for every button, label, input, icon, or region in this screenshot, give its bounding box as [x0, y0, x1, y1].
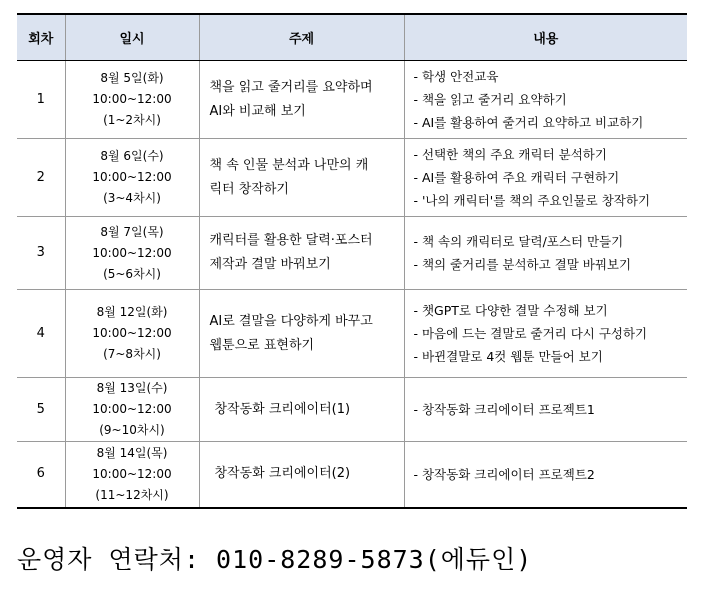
session-date: 8월 6일(수) [100, 149, 164, 163]
topic-line: 책 속 인물 분석과 나만의 캐 [209, 157, 369, 173]
session-number: 6 [17, 442, 65, 508]
session-topic [199, 442, 404, 508]
session-content [404, 139, 687, 217]
content-item: - 마음에 드는 결말로 줄거리 다시 구성하기 [413, 326, 648, 341]
session-date: 8월 5일(화) [100, 71, 164, 85]
session-date: 8월 12일(화) [96, 305, 168, 319]
table-header-row [17, 14, 687, 61]
header-content: 내용 [404, 14, 687, 61]
session-time: 10:00~12:00 [92, 92, 172, 106]
table-row [17, 139, 687, 217]
content-item: - 챗GPT로 다양한 결말 수정해 보기 [413, 303, 608, 318]
session-datetime [65, 61, 199, 139]
topic-line: 창작동화 크리에이터(2) [214, 466, 351, 482]
session-topic [199, 61, 404, 139]
session-number: 4 [17, 290, 65, 378]
table-row [17, 442, 687, 508]
content-item: - 학생 안전교육 [413, 69, 499, 84]
session-content [404, 61, 687, 139]
content-item: - AI를 활용하여 주요 캐릭터 구현하기 [413, 170, 620, 185]
content-item: - 바뀐결말로 4컷 웹툰 만들어 보기 [413, 349, 603, 364]
content-item: - 창작동화 크리에이터 프로젝트2 [413, 466, 595, 482]
table-row [17, 217, 687, 290]
table-row [17, 378, 687, 442]
session-time: 10:00~12:00 [92, 402, 172, 416]
session-time: 10:00~12:00 [92, 245, 172, 260]
topic-line: 웹툰으로 표현하기 [209, 337, 315, 353]
session-date: 8월 7일(목) [100, 224, 164, 239]
session-datetime [65, 217, 199, 290]
session-periods: (1~2차시) [103, 113, 161, 127]
session-time: 10:00~12:00 [92, 326, 172, 340]
session-periods: (5~6차시) [103, 266, 161, 281]
session-time: 10:00~12:00 [92, 466, 172, 481]
content-item: - 책 속의 캐릭터로 달력/포스터 만들기 [413, 234, 624, 249]
topic-line: 릭터 창작하기 [209, 181, 289, 197]
table-row [17, 290, 687, 378]
schedule-table [17, 13, 687, 509]
session-number: 5 [17, 378, 65, 442]
session-number: 2 [17, 139, 65, 217]
content-item: - 창작동화 크리에이터 프로젝트1 [413, 402, 595, 417]
content-item: - 선택한 책의 주요 캐릭터 분석하기 [413, 147, 607, 162]
table-row [17, 61, 687, 139]
content-item: - '나의 캐릭터'를 책의 주요인물로 창작하기 [413, 193, 651, 208]
session-content [404, 378, 687, 442]
topic-line: 제작과 결말 바꿔보기 [209, 257, 331, 272]
topic-line: 책을 읽고 줄거리를 요약하며 [209, 79, 373, 95]
session-periods: (11~12차시) [95, 487, 169, 502]
session-content [404, 217, 687, 290]
session-date: 8월 13일(수) [96, 381, 168, 395]
session-datetime [65, 139, 199, 217]
header-datetime: 일시 [65, 14, 199, 61]
topic-line: AI로 결말을 다양하게 바꾸고 [209, 313, 373, 329]
header-session-number: 회차 [17, 14, 65, 61]
topic-line: 창작동화 크리에이터(1) [214, 401, 351, 417]
content-item: - 책의 줄거리를 분석하고 결말 바꿔보기 [413, 257, 632, 272]
operator-contact: 운영자 연락처: 010-8289-5873(에듀인) [17, 545, 533, 574]
session-datetime [65, 290, 199, 378]
session-topic [199, 290, 404, 378]
session-topic [199, 139, 404, 217]
topic-line: AI와 비교해 보기 [209, 103, 306, 119]
session-datetime [65, 442, 199, 508]
session-periods: (9~10차시) [99, 423, 165, 437]
schedule-table-wrapper [17, 13, 687, 509]
header-topic: 주제 [199, 14, 404, 61]
content-item: - 책을 읽고 줄거리 요약하기 [413, 92, 567, 107]
session-content [404, 290, 687, 378]
session-topic [199, 378, 404, 442]
session-number: 1 [17, 61, 65, 139]
session-periods: (7~8차시) [103, 347, 161, 361]
content-item: - AI를 활용하여 줄거리 요약하고 비교하기 [413, 115, 644, 130]
topic-line: 캐릭터를 활용한 달력·포스터 [209, 233, 373, 248]
session-time: 10:00~12:00 [92, 170, 172, 184]
session-number: 3 [17, 217, 65, 290]
session-date: 8월 14일(목) [96, 445, 168, 460]
session-content [404, 442, 687, 508]
session-topic [199, 217, 404, 290]
session-datetime [65, 378, 199, 442]
session-periods: (3~4차시) [103, 191, 161, 205]
